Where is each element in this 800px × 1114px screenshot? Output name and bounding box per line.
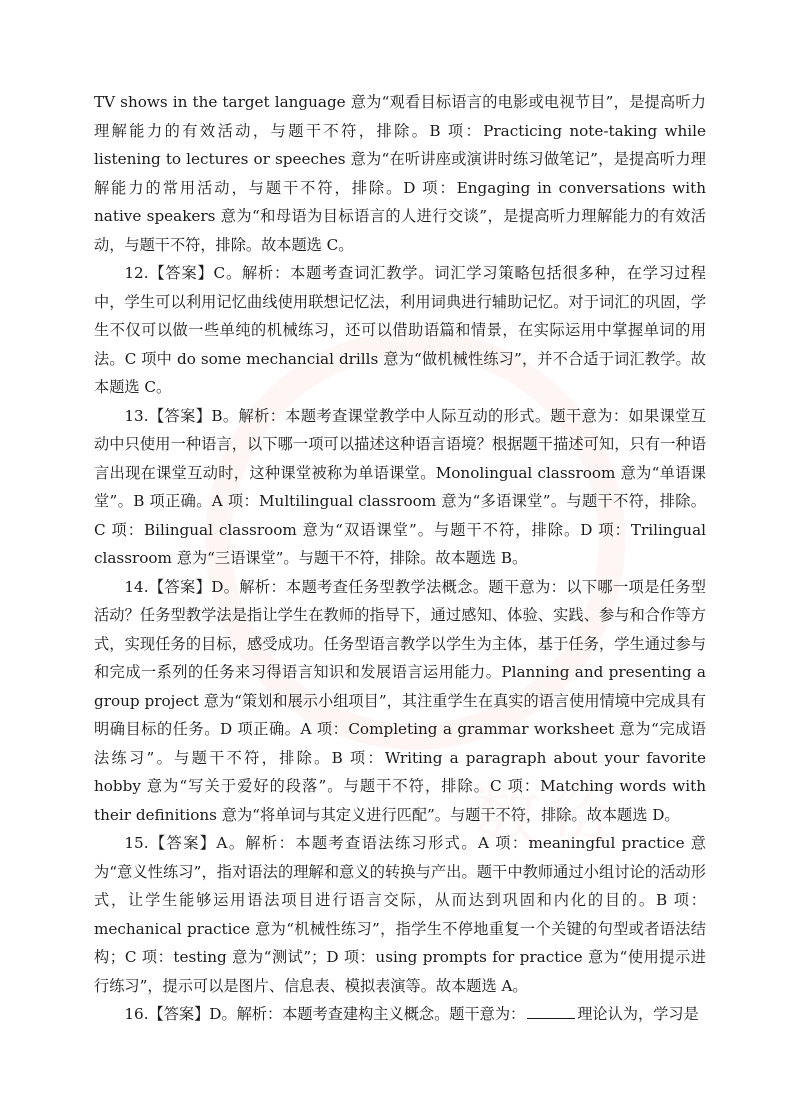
answer-16-tail: 理论认为，学习是 [577, 1005, 699, 1023]
paragraph-answer-15: 15.【答案】A。解析：本题考查语法练习形式。A 项：meaningful practice 意为“意义性练习”，指对语法的理解和意义的转换与产出。题干中教师通过小组讨论的活动形式，让学生能够运用语法项目进行语言交际，从而达到巩固和内化的目的。B 项：mechanical practice 意为“机械性练习”，指学生不停地重复一个关键的句型或者语法结构；C 项：testing 意为“测试”；D 项：using prompts for practice 意为“使用提示进行练习”，提示可以是图片、信息表、模拟表演等。故本题选 A。 [94, 834, 706, 995]
paragraph-11-continued: TV shows in the target language 意为“观看目标语言的电影或电视节目”，是提高听力理解能力的有效活动，与题干不符，排除。B 项：Practicing note-taking while listening to lectures or speeches 意为“在听讲座或演讲时练习做笔记”，是提高听力理解能力的常用活动，与题干不符，排除。D 项：Engaging in conversations with native speakers 意为“和母语为目标语言的人进行交谈”，是提高听力理解能力的有效活动，与题干不符，排除。故本题选 C。 [94, 93, 706, 254]
fill-in-blank [527, 1017, 575, 1019]
paragraph-answer-12: 12.【答案】C。解析：本题考查词汇教学。词汇学习策略包括很多种，在学习过程中，学生可以利用记忆曲线使用联想记忆法，利用词典进行辅助记忆。对于词汇的巩固，学生不仅可以做一些单纯的机械练习，还可以借助语篇和情景，在实际运用中掌握单词的用法。C 项中 do some mechancial drills 意为“做机械性练习”，并不合适于词汇教学。故本题选 C。 [94, 264, 706, 396]
answer-16-lead: 16.【答案】D。解析：本题考查建构主义概念。题干意为： [124, 1005, 526, 1023]
document-body [94, 88, 706, 1029]
paragraph-answer-14: 14.【答案】D。解析：本题考查任务型教学法概念。题干意为：以下哪一项是任务型活动？任务型教学法是指让学生在教师的指导下，通过感知、体验、实践、参与和合作等方式，实现任务的目标，感受成功。任务型语言教学以学生为主体，基于任务，学生通过参与和完成一系列的任务来习得语言知识和发展语言运用能力。Planning and presenting a group project 意为“策划和展示小组项目”，其注重学生在真实的语言使用情境中完成具有明确目标的任务。D 项正确。A 项：Completing a grammar worksheet 意为“完成语法练习”。与题干不符，排除。B 项：Writing a paragraph about your favorite hobby 意为“写关于爱好的段落”。与题干不符，排除。C 项：Matching words with their definitions 意为“将单词与其定义进行匹配”。与题干不符，排除。故本题选 D。 [94, 577, 706, 824]
paragraph-answer-13: 13.【答案】B。解析：本题考查课堂教学中人际互动的形式。题干意为：如果课堂互动中只使用一种语言，以下哪一项可以描述这种语言语境？根据题干描述可知，只有一种语言出现在课堂互动时，这种课堂被称为单语课堂。Monolingual classroom 意为“单语课堂”。B 项正确。A 项：Multilingual classroom 意为“多语课堂”。与题干不符，排除。C 项：Bilingual classroom 意为“双语课堂”。与题干不符，排除。D 项：Trilingual classroom 意为“三语课堂”。与题干不符，排除。故本题选 B。 [94, 406, 706, 567]
watermark-text: 数资 [470, 775, 622, 857]
paragraph-answer-16 [94, 1000, 706, 1029]
